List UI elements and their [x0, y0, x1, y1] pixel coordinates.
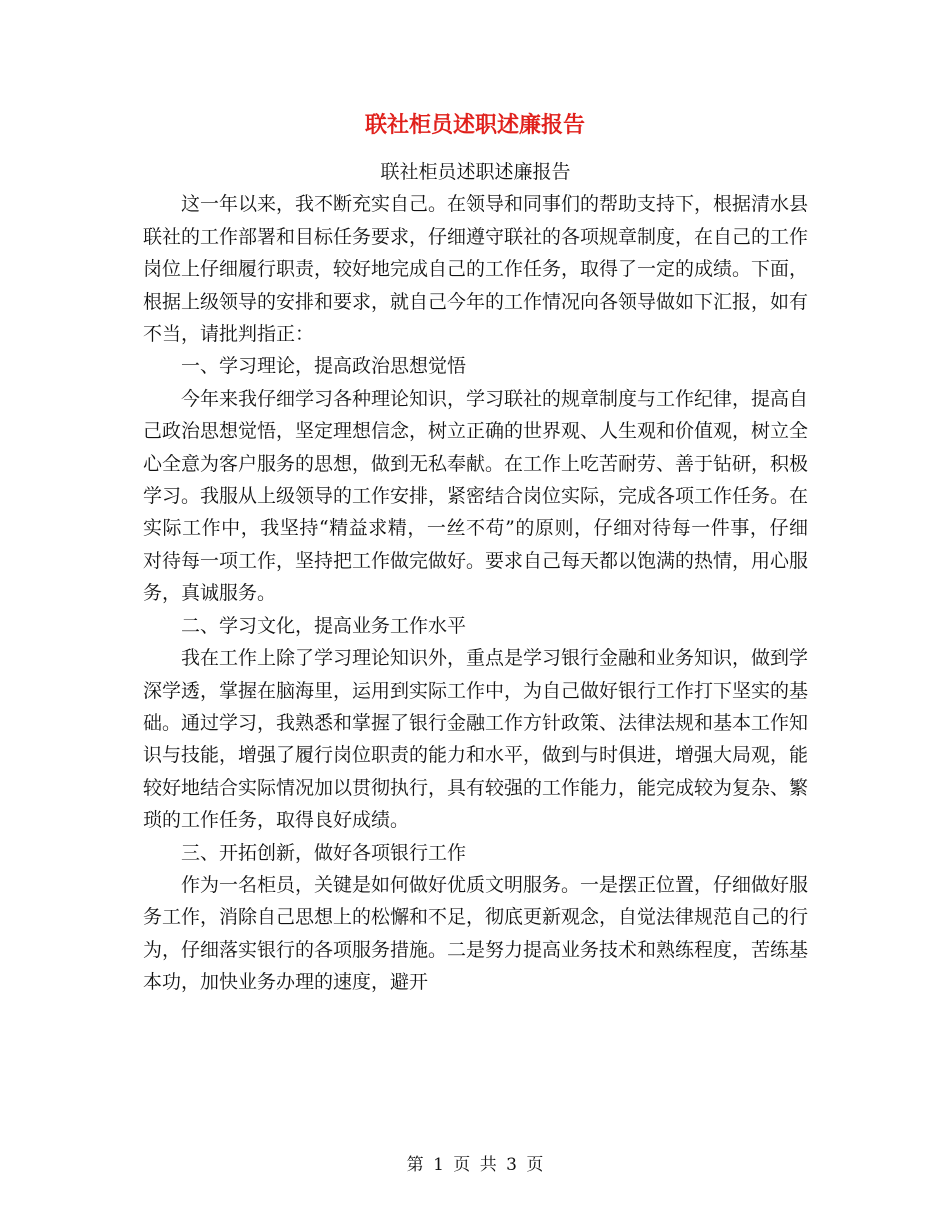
section-heading-3: 三、开拓创新，做好各项银行工作 — [181, 841, 467, 864]
document-subtitle: 联社柜员述职述廉报告 — [380, 161, 571, 183]
document-title: 联社柜员述职述廉报告 — [364, 112, 585, 138]
paragraph-intro: 这一年以来，我不断充实自己。在领导和同事们的帮助支持下，根据清水县联社的工作部署和目标任务要求，仔细遵守联社的各项规章制度，在自己的工作岗位上仔细履行职责，较好地完成自己的工作任务，取得了一定的成绩。下面，根据上级领导的安排和要求，就自己今年的工作情况向各领导做如下汇报，如有不当，请批判指正： — [143, 193, 809, 346]
section-heading-1: 一、学习理论，提高政治思想觉悟 — [181, 355, 467, 378]
paragraph-section-1: 今年来我仔细学习各种理论知识，学习联社的规章制度与工作纪律，提高自己政治思想觉悟，坚定理想信念，树立正确的世界观、人生观和价值观，树立全心全意为客户服务的思想，做到无私奉献。在工作上吃苦耐劳、善于钻研，积极学习。我服从上级领导的工作安排，紧密结合岗位实际，完成各项工作任务。在实际工作中，我坚持“精益求精，一丝不苟”的原则，仔细对待每一件事，仔细对待每一项工作，坚持把工作做完做好。要求自己每天都以饱满的热情，用心服务，真诚服务。 — [143, 387, 809, 605]
paragraph-section-3: 作为一名柜员，关键是如何做好优质文明服务。一是摆正位置，仔细做好服务工作，消除自己思想上的松懈和不足，彻底更新观念，自觉法律规范自己的行为，仔细落实银行的各项服务措施。二是努力提高业务技术和熟练程度，苦练基本功，加快业务办理的速度，避开 — [143, 873, 809, 994]
document-body — [143, 156, 808, 999]
page-number-footer: 第 1 页 共 3 页 — [406, 1155, 544, 1175]
section-heading-2: 二、学习文化，提高业务工作水平 — [181, 614, 467, 637]
paragraph-section-2: 我在工作上除了学习理论知识外，重点是学习银行金融和业务知识，做到学深学透，掌握在脑海里，运用到实际工作中，为自己做好银行工作打下坚实的基础。通过学习，我熟悉和掌握了银行金融工作方针政策、法律法规和基本工作知识与技能，增强了履行岗位职责的能力和水平，做到与时俱进，增强大局观，能较好地结合实际情况加以贯彻执行，具有较强的工作能力，能完成较为复杂、繁琐的工作任务，取得良好成绩。 — [143, 647, 809, 832]
